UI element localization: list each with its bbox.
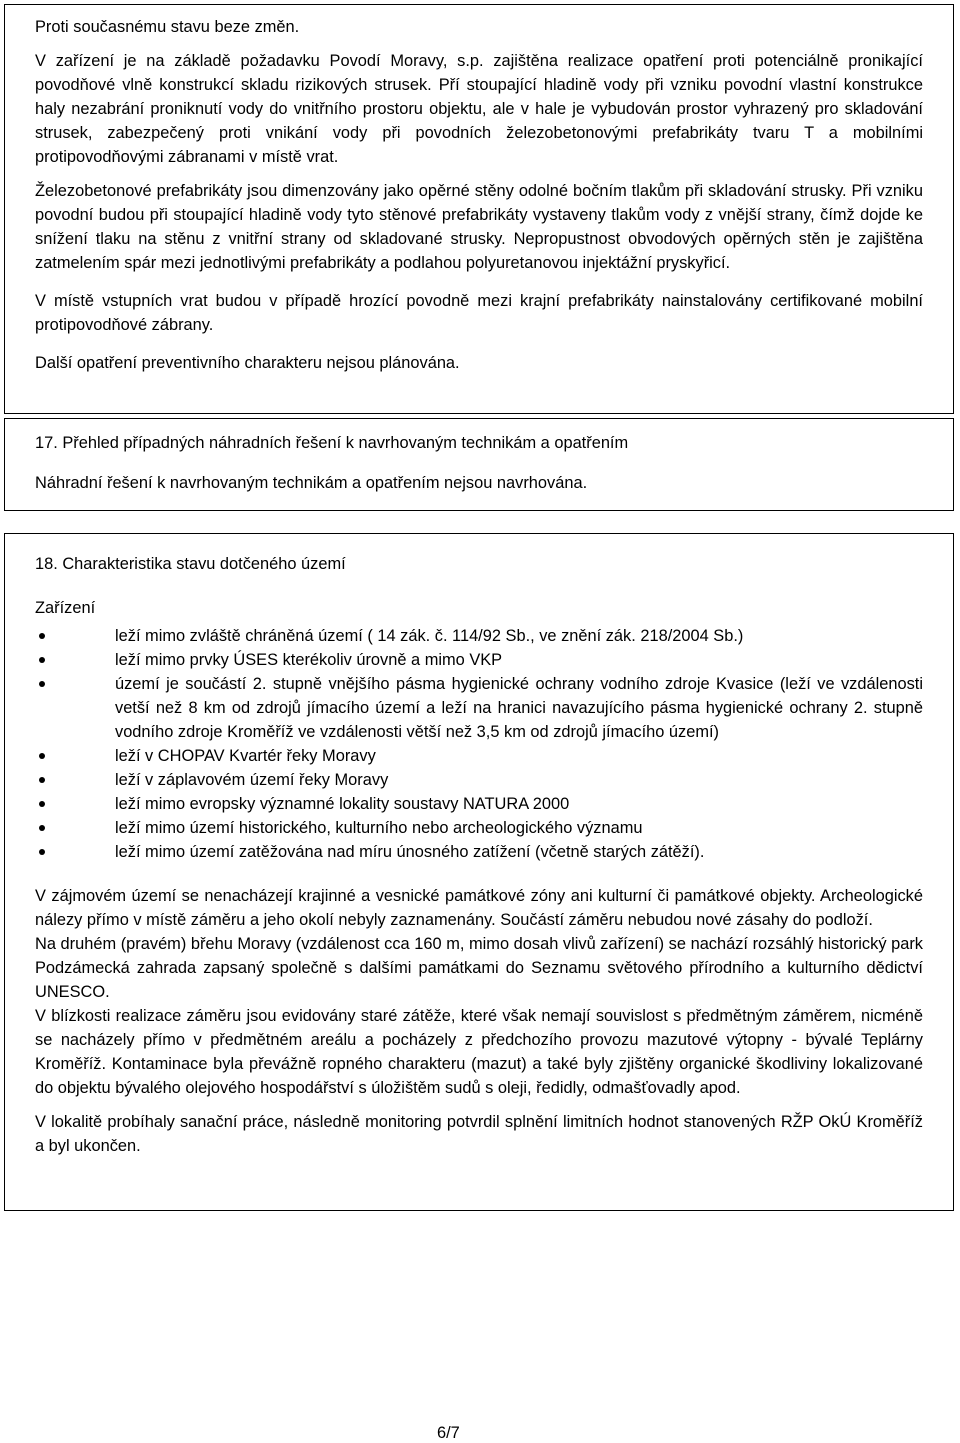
paragraph-remediation: V lokalitě probíhaly sanační práce, následně monitoring potvrdil splnění limitních hodnot stanovených RŽP OkÚ Kroměříž a byl ukončen. [35,1113,923,1155]
list-item: leží mimo území historického, kulturního nebo archeologického významu [35,816,923,840]
paragraph-status: Proti současnému stavu beze změn. [35,18,300,36]
bullet-icon [39,681,45,687]
list-item: leží mimo zvláště chráněná území ( 14 zák. č. 114/92 Sb., ve znění zák. 218/2004 Sb.) [35,624,923,648]
list-item: leží v záplavovém území řeky Moravy [35,768,923,792]
paragraph-no-further-measures: Další opatření preventivního charakteru nejsou plánována. [35,354,460,372]
list-item: území je součástí 2. stupně vnějšího pásma hygienické ochrany vodního zdroje Kvasice (leží ve vzdálenosti vetší než 8 km od zdrojů jímacího území a leží na hranici navazujícího pásma hygienické ochrany 2. stupně vodního zdroje Kroměříž ve vzdálenosti větší než 3,5 km od zdrojů jímacího území) [35,672,923,744]
list-item: leží v CHOPAV Kvartér řeky Moravy [35,744,923,768]
bullet-icon [39,657,45,663]
bullet-icon [39,753,45,759]
list-item: leží mimo území zatěžována nad míru únosného zatížení (včetně starých zátěží). [35,840,923,864]
section-18-heading: 18. Charakteristika stavu dotčeného území [35,555,346,573]
paragraph-flood-measures: V zařízení je na základě požadavku Povodí Moravy, s.p. zajištěna realizace opatření proti potenciálně pronikající povodňové vlně konstrukcí skladu rizikových strusek. Pří stoupající hladině vody při vzniku povodní vlastní konstrukce haly nezabrání proniknutí vody do vnitřního prostoru objektu, ale v hale je vybudován prostor vyhrazený pro skladování strusek, zabezpečený proti vnikání vody při povodních železobetonovými prefabrikáty tvaru T a mobilními protipovodňovými zábranami v místě vrat. [35,52,923,166]
section-17-box [4,418,954,511]
paragraph-prefabricates: Železobetonové prefabrikáty jsou dimenzovány jako opěrné stěny odolné bočním tlakům při skladování strusky. Při vzniku povodní budou při stoupající hladině vody tyto stěnové prefabrikáty vystaveny tlakům vody z vnější strany, čímž dojde ke snížení tlaku na stěnu z vnitřní strany od skladované strusky. Nepropustnost obvodových opěrných stěn je zajištěna zatmelením spár mezi jednotlivými prefabrikáty a podlahou polyuretanovou injektážní pryskyřicí. [35,182,923,272]
section-17-text: Náhradní řešení k navrhovaným technikám a opatřením nejsou navrhována. [35,474,588,492]
paragraph-unesco-park: Na druhém (pravém) břehu Moravy (vzdálenost cca 160 m, mimo dosah vlivů zařízení) se nachází rozsáhlý historický park Podzámecká zahrada zapsaný společně s dalšími památkami do Seznamu světového přírodního a kulturního dědictví UNESCO. [35,935,923,1001]
section-17-heading: 17. Přehled případných náhradních řešení k navrhovaným technikám a opatřením [35,434,629,452]
section-18-intro: Zařízení [35,599,96,617]
list-item: leží mimo prvky ÚSES kterékoliv úrovně a mimo VKP [35,648,923,672]
bullet-icon [39,633,45,639]
bullet-icon [39,849,45,855]
bullet-icon [39,777,45,783]
bullet-icon [39,825,45,831]
bullet-icon [39,801,45,807]
paragraph-old-burdens: V blízkosti realizace záměru jsou evidovány staré zátěže, které však nemají souvislost s předmětným záměrem, nicméně se nacházely přímo v předmětném areálu a pocházely z předchozího provozu mazutové výtopny - bývalé Teplárny Kroměříž. Kontaminace byla převážně ropného charakteru (mazut) a také byly zjištěny organické škodliviny lokalizované do objektu bývalého olejového hospodářství s úložištěm sudů s oleji, ředidly, odmašťovadly apod. [35,1007,923,1097]
section-previous-box [4,4,954,414]
bullet-list [35,624,923,864]
list-item: leží mimo evropsky významné lokality soustavy NATURA 2000 [35,792,923,816]
paragraph-mobile-barriers: V místě vstupních vrat budou v případě hrozící povodně mezi krajní prefabrikáty nainstalovány certifikované mobilní protipovodňové zábrany. [35,292,923,334]
paragraph-monuments: V zájmovém území se nenacházejí krajinné a vesnické památkové zóny ani kulturní či památkové objekty. Archeologické nálezy přímo v místě záměru a jeho okolí nebyly zaznamenány. Součástí záměru nebudou nové zásahy do podloží. [35,887,923,929]
page-number: 6/7 [437,1424,460,1442]
section-18-box [4,533,954,1211]
